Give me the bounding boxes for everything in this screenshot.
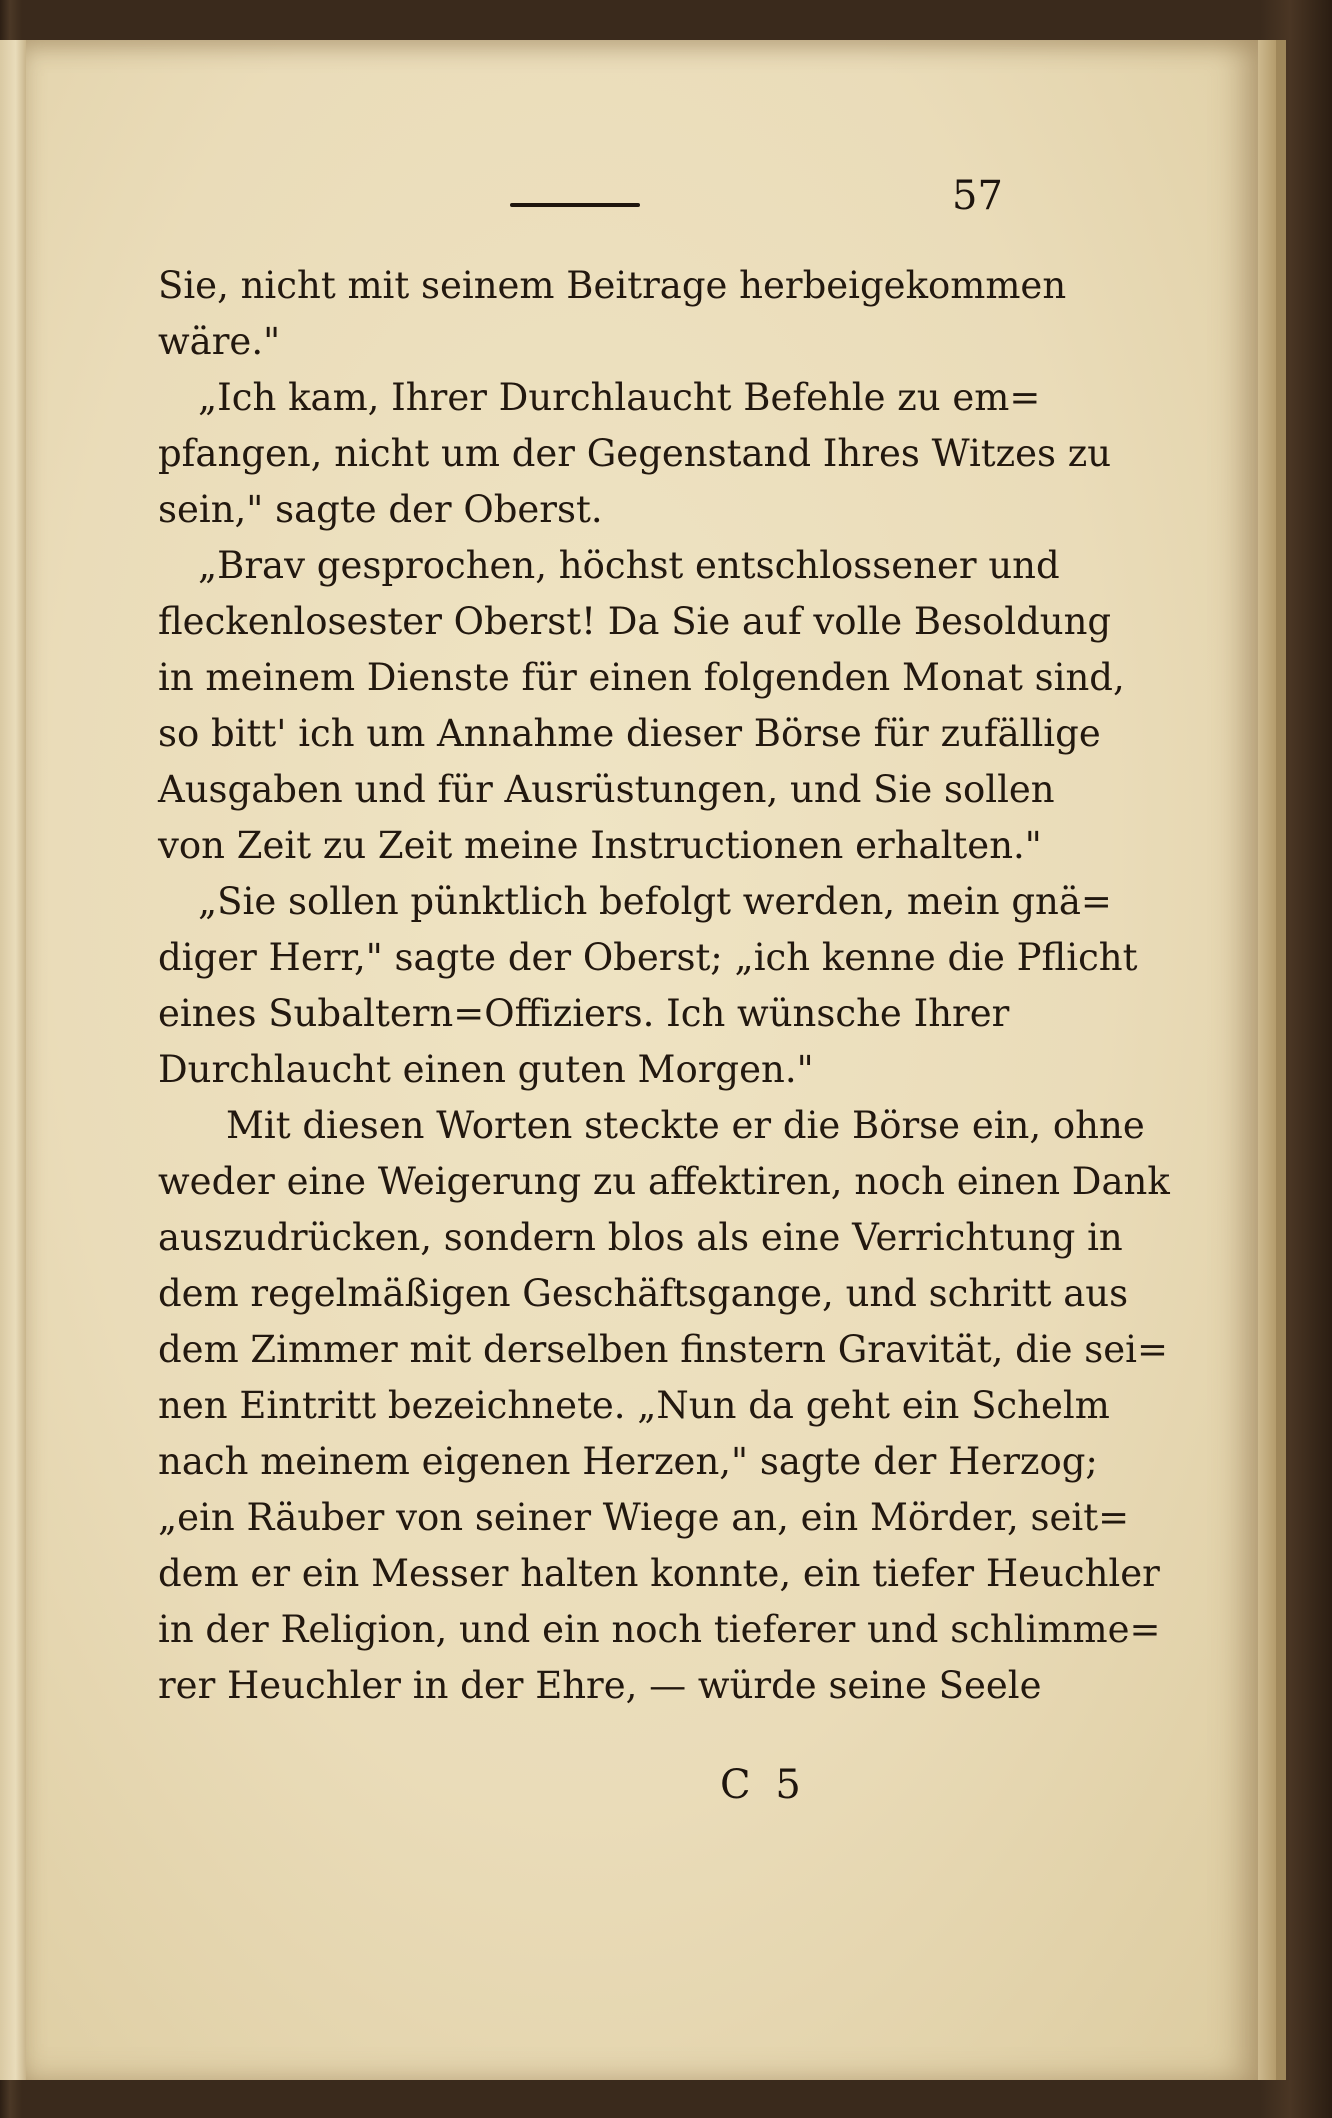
text-line: Mit diesen Worten steckte er die Börse ein, ohne <box>226 1104 1145 1147</box>
text-line: Ausgaben und für Ausrüstungen, und Sie sollen <box>158 768 1055 811</box>
text-line: nen Eintritt bezeichnete. „Nun da geht ein Schelm <box>158 1384 1110 1427</box>
text-line: in meinem Dienste für einen folgenden Monat sind, <box>158 656 1125 699</box>
cover-edge <box>1276 40 1286 2080</box>
text-line: eines Subaltern=Offiziers. Ich wünsche Ihrer <box>158 992 1010 1035</box>
page-number: 57 <box>952 173 1003 219</box>
text-line: auszudrücken, sondern blos als eine Verrichtung in <box>158 1216 1123 1259</box>
text-line: nach meinem eigenen Herzen," sagte der Herzog; <box>158 1440 1098 1483</box>
text-line: „Brav gesprochen, höchst entschlossener und <box>198 544 1060 587</box>
text-line: pfangen, nicht um der Gegenstand Ihres Witzes zu <box>158 432 1112 475</box>
previous-page-edge <box>0 40 26 2080</box>
text-line: Durchlaucht einen guten Morgen." <box>158 1048 814 1091</box>
text-line: sein," sagte der Oberst. <box>158 488 603 531</box>
signature-mark: C 5 <box>720 1762 807 1808</box>
text-line: dem Zimmer mit derselben finstern Gravität, die sei= <box>158 1328 1168 1371</box>
text-line: „Ich kam, Ihrer Durchlaucht Befehle zu em= <box>198 376 1041 419</box>
text-line: „ein Räuber von seiner Wiege an, ein Mörder, seit= <box>158 1496 1130 1539</box>
header-rule <box>510 203 640 207</box>
text-line: Sie, nicht mit seinem Beitrage herbeigekommen <box>158 264 1067 307</box>
text-line: dem er ein Messer halten konnte, ein tiefer Heuchler <box>158 1552 1160 1595</box>
page-stack-edge <box>1258 40 1276 2080</box>
text-line: dem regelmäßigen Geschäftsgange, und schritt aus <box>158 1272 1129 1315</box>
text-line: „Sie sollen pünktlich befolgt werden, mein gnä= <box>198 880 1112 923</box>
text-line: rer Heuchler in der Ehre, — würde seine Seele <box>158 1664 1042 1707</box>
text-line: von Zeit zu Zeit meine Instructionen erhalten." <box>158 824 1042 867</box>
text-line: weder eine Weigerung zu affektiren, noch einen Dank <box>158 1160 1170 1203</box>
text-line: in der Religion, und ein noch tieferer und schlimme= <box>158 1608 1161 1651</box>
text-line: diger Herr," sagte der Oberst; „ich kenne die Pflicht <box>158 936 1138 979</box>
text-line: wäre." <box>158 320 281 363</box>
text-line: fleckenlosester Oberst! Da Sie auf volle Besoldung <box>158 600 1112 643</box>
text-line: so bitt' ich um Annahme dieser Börse für zufällige <box>158 712 1101 755</box>
